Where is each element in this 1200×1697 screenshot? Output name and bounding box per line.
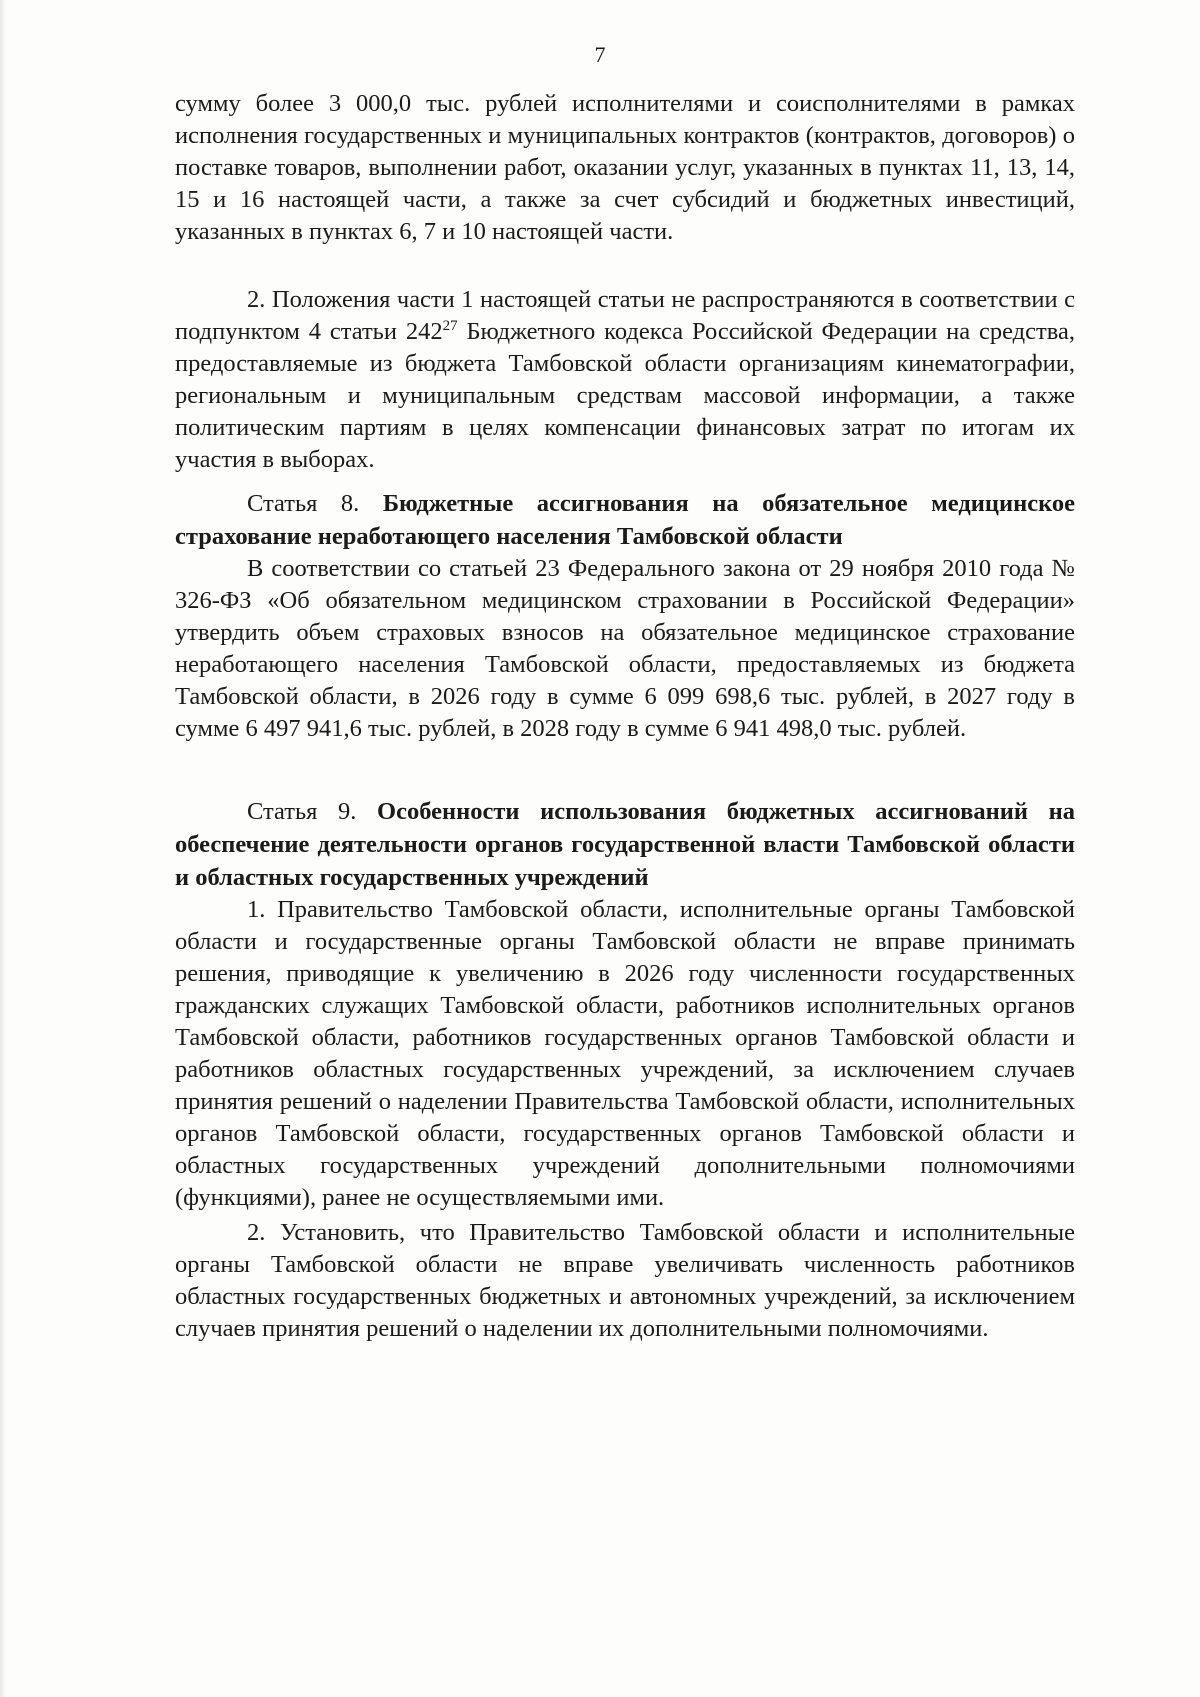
article8-body: В соответствии со статьей 23 Федерального закона от 29 ноября 2010 года № 326-ФЗ «Об обязательном медицинском страховании в Российской Федерации» утвердить объем страховых взносов на обязательное медицинское страхование неработающего населения Тамбовской области, предоставляемых из бюджета Тамбовской области, в 2026 году в сумме 6 099 698,6 тыс. рублей, в 2027 году в сумме 6 497 941,6 тыс. рублей, в 2028 году в сумме 6 941 498,0 тыс. рублей. xyxy=(175,555,1075,742)
article9-title: Особенности использования бюджетных ассигнований на обеспечение деятельности органов государственной власти Тамбовской области и областных государственных учреждений xyxy=(175,798,1075,891)
article8-label: Статья 8. xyxy=(247,490,383,517)
article8-block xyxy=(175,487,1075,745)
article9-label: Статья 9. xyxy=(247,798,378,825)
scan-edge xyxy=(0,0,6,1697)
article7-part2-superscript: 27 xyxy=(442,318,458,334)
page-number: 7 xyxy=(594,42,606,67)
intro-paragraph: сумму более 3 000,0 тыс. рублей исполнителями и соисполнителями в рамках исполнения государственных и муниципальных контрактов (контрактов, договоров) о поставке товаров, выполнении работ, оказании услуг, указанных в пунктах 11, 13, 14, 15 и 16 настоящей части, а также за счет субсидий и бюджетных инвестиций, указанных в пунктах 6, 7 и 10 настоящей части. xyxy=(175,90,1075,245)
intro-block xyxy=(175,88,1075,248)
article9-part2: 2. Установить, что Правительство Тамбовской области и исполнительные органы Тамбовской области не вправе увеличивать численность работников областных государственных бюджетных и автономных учреждений, за исключением случаев принятия решений о наделении их дополнительными полномочиями. xyxy=(175,1219,1075,1342)
article9-block xyxy=(175,795,1075,1345)
article9-heading xyxy=(175,795,1075,894)
article7-part2-text-b: Бюджетного кодекса Российской Федерации на средства, предоставляемые из бюджета Тамбовской области организациям кинематографии, региональным и муниципальным средствам массовой информации, а также политическим партиям в целях компенсации финансовых затрат по итогам их участия в выборах. xyxy=(175,318,1075,473)
article7-part2-text-a: 2. Положения части 1 настоящей статьи не распространяются в соответствии с подпунктом 4 статьи 242 xyxy=(175,286,1075,345)
article9-part1: 1. Правительство Тамбовской области, исполнительные органы Тамбовской области и государственные органы Тамбовской области не вправе принимать решения, приводящие к увеличению в 2026 году численности государственных гражданских служащих Тамбовской области, работников исполнительных органов Тамбовской области, работников государственных органов Тамбовской области и работников областных государственных учреждений, за исключением случаев принятия решений о наделении Правительства Тамбовской области, исполнительных органов Тамбовской области, государственных органов Тамбовской области и областных государственных учреждений дополнительными полномочиями (функциями), ранее не осуществляемыми ими. xyxy=(175,896,1075,1211)
article8-heading xyxy=(175,487,1075,553)
article7-part2-block xyxy=(175,284,1075,476)
article7-part2-paragraph xyxy=(175,284,1075,476)
article8-title: Бюджетные ассигнования на обязательное медицинское страхование неработающего населения Тамбовской области xyxy=(175,490,1075,550)
